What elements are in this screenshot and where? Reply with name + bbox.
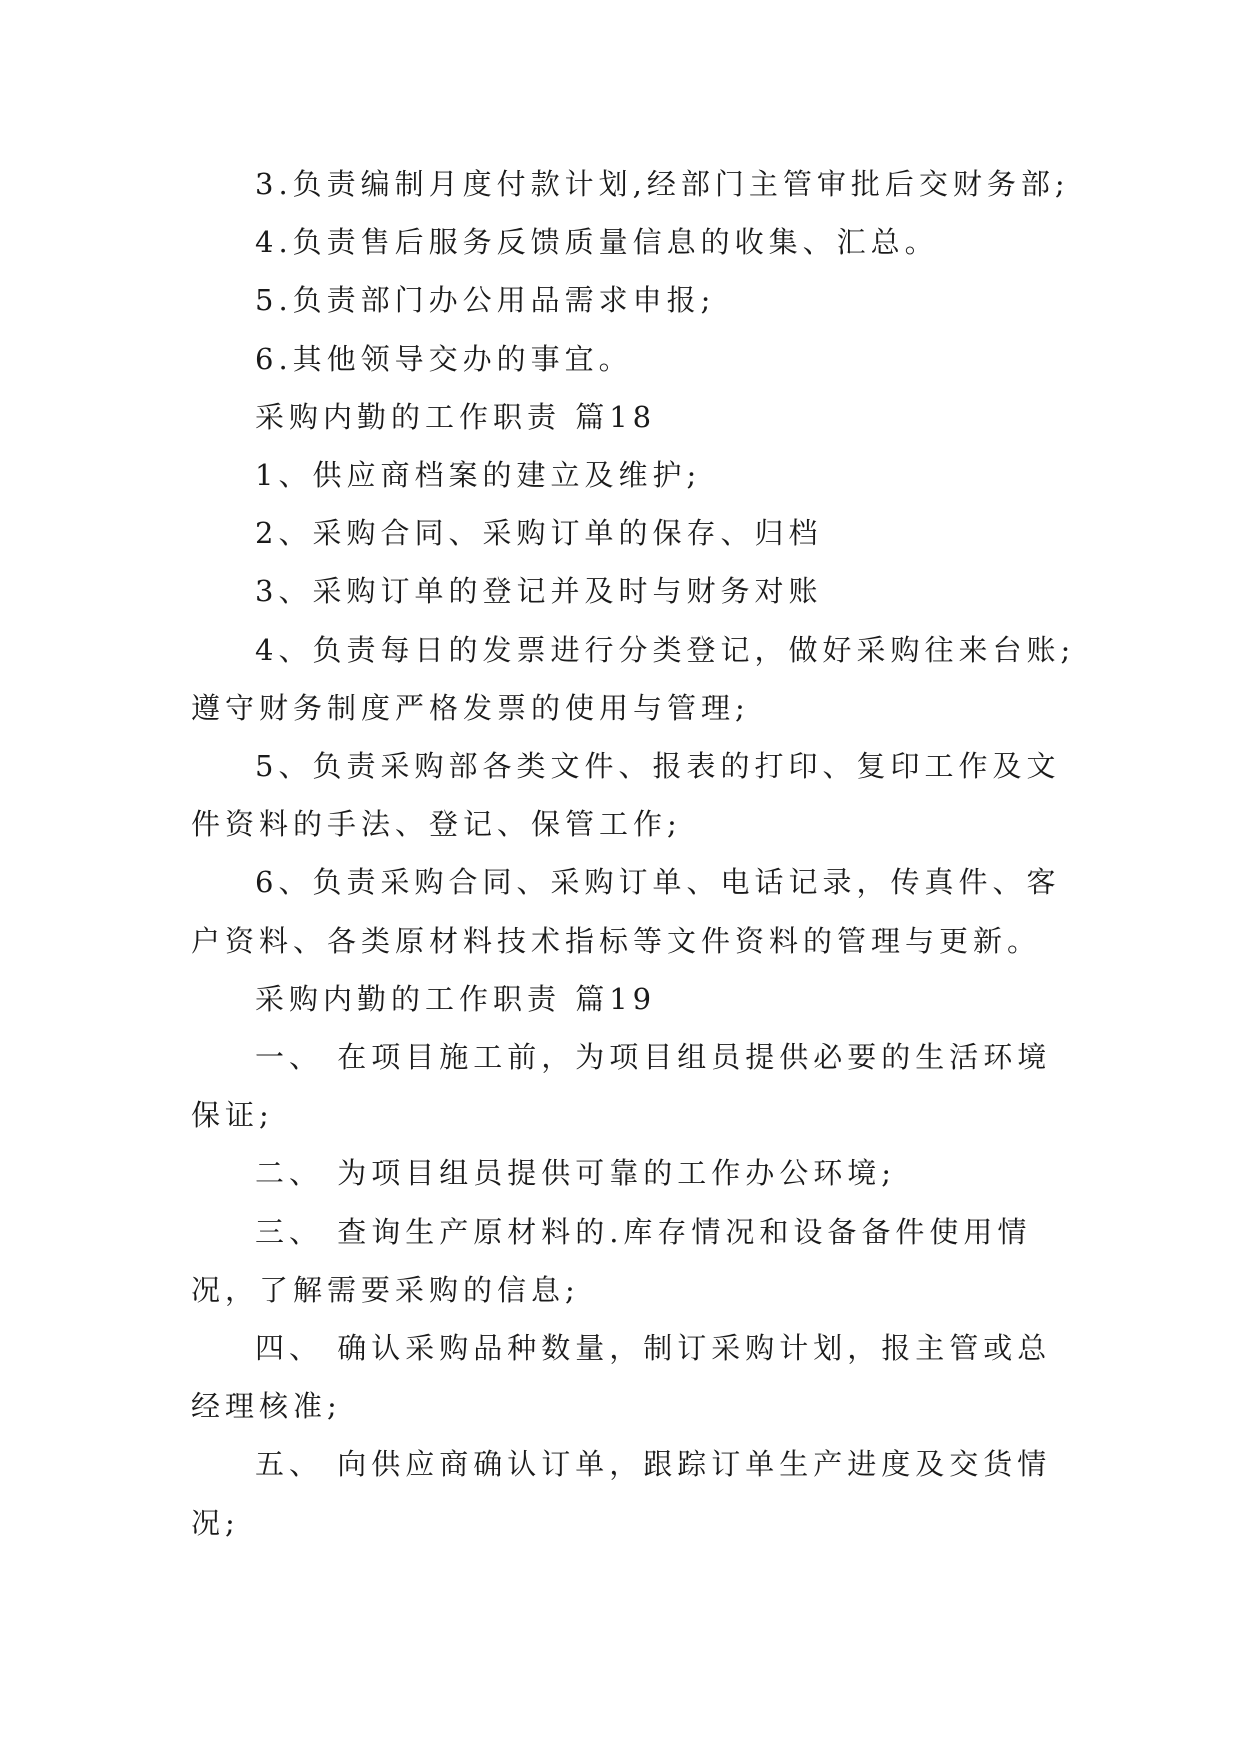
text-line: 遵守财务制度严格发票的使用与管理; [191, 690, 750, 725]
paragraph [191, 1319, 1052, 1435]
text-line: 4、负责每日的发票进行分类登记，做好采购往来台账; [255, 632, 1076, 667]
paragraph [191, 621, 1076, 737]
text-line: 一、 在项目施工前，为项目组员提供必要的生活环境 [255, 1040, 1052, 1075]
text-line: 2、采购合同、采购订单的保存、归档 [255, 516, 823, 551]
text-line: 5、负责采购部各类文件、报表的打印、复印工作及文 [255, 749, 1061, 784]
section-heading-text: 采购内勤的工作职责 篇18 [255, 399, 657, 434]
paragraph [191, 737, 1061, 853]
text-line: 件资料的手法、登记、保管工作; [191, 807, 682, 842]
text-line: 五、 向供应商确认订单，跟踪订单生产进度及交货情 [255, 1447, 1052, 1482]
section-heading [191, 388, 1049, 446]
paragraph [191, 1028, 1052, 1144]
paragraph [191, 330, 1049, 388]
paragraph [191, 1435, 1052, 1551]
text-line: 1、供应商档案的建立及维护; [255, 458, 702, 493]
text-line: 4.负责售后服务反馈质量信息的收集、汇总。 [255, 225, 939, 260]
paragraph [191, 562, 1049, 620]
text-line: 三、 查询生产原材料的.库存情况和设备备件使用情 [255, 1214, 1032, 1249]
text-line: 况，了解需要采购的信息; [191, 1272, 580, 1307]
paragraph [191, 213, 1049, 271]
paragraph [191, 155, 1070, 213]
paragraph [191, 504, 1049, 562]
text-line: 6.其他领导交办的事宜。 [255, 341, 633, 376]
text-line: 况; [191, 1505, 240, 1540]
paragraph [191, 1203, 1049, 1319]
document-body [191, 155, 1076, 1552]
text-line: 二、 为项目组员提供可靠的工作办公环境; [255, 1156, 896, 1191]
paragraph [191, 446, 1049, 504]
text-line: 四、 确认采购品种数量，制订采购计划，报主管或总 [255, 1331, 1052, 1366]
text-line: 保证; [191, 1098, 274, 1133]
text-line: 5.负责部门办公用品需求申报; [255, 283, 716, 318]
text-line: 3、采购订单的登记并及时与财务对账 [255, 574, 823, 609]
text-line: 6、负责采购合同、采购订单、电话记录，传真件、客 [255, 865, 1061, 900]
text-line: 经理核准; [191, 1389, 342, 1424]
text-line: 3.负责编制月度付款计划,经部门主管审批后交财务部; [255, 167, 1070, 201]
text-line: 户资料、各类原材料技术指标等文件资料的管理与更新。 [191, 923, 1042, 958]
section-heading [191, 970, 1049, 1028]
paragraph [191, 271, 1049, 329]
paragraph [191, 853, 1061, 969]
paragraph [191, 1144, 1049, 1202]
section-heading-text: 采购内勤的工作职责 篇19 [255, 981, 657, 1016]
